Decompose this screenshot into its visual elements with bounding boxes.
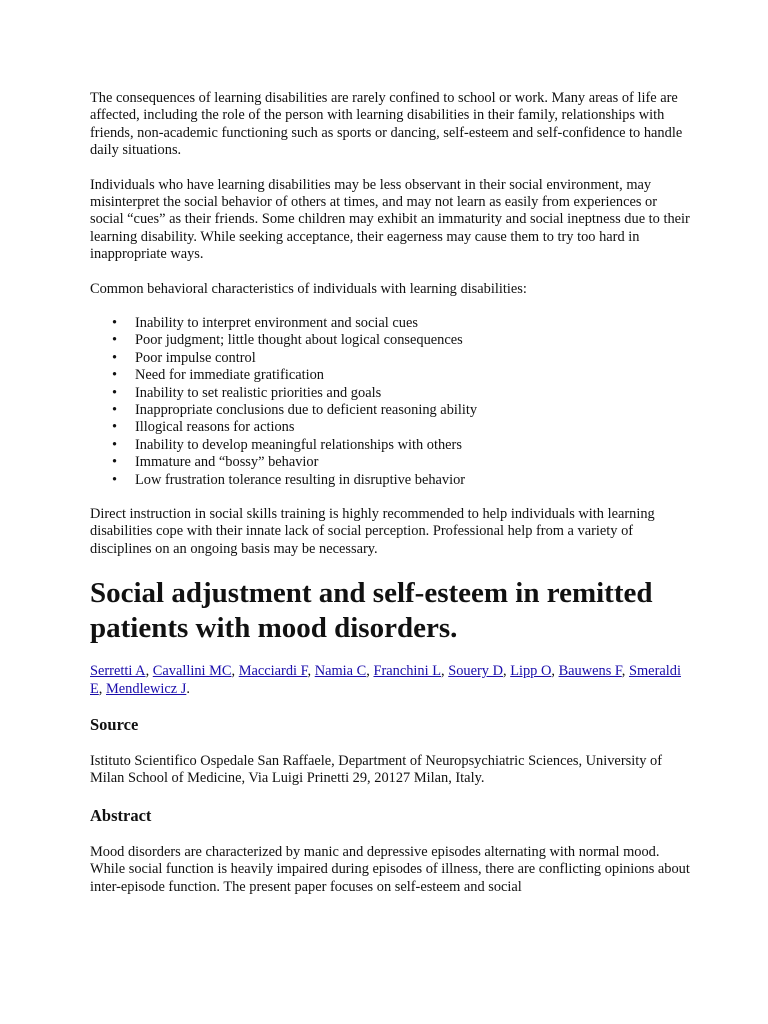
- bullet-icon: •: [112, 315, 118, 332]
- author-separator: ,: [551, 663, 559, 680]
- author-link[interactable]: Lipp O: [510, 663, 552, 680]
- author-list: [90, 663, 690, 698]
- list-item: [112, 315, 690, 332]
- bullet-icon: •: [112, 349, 118, 366]
- author-link[interactable]: Franchini L: [373, 663, 442, 680]
- list-item-text: Need for immediate gratification: [135, 367, 324, 384]
- article-title: Social adjustment and self-esteem in remitted patients with mood disorders.: [90, 577, 653, 645]
- list-item-text: Inability to set realistic priorities and goals: [135, 384, 382, 401]
- author-separator: ,: [231, 663, 239, 680]
- list-item: [112, 384, 690, 402]
- source-text: Istituto Scientifico Ospedale San Raffaele, Department of Neuropsychiatric Sciences, University of Milan School of Medicine, Via Luigi Prinetti 29, 20127 Milan, Italy.: [90, 753, 662, 787]
- list-item-text: Poor impulse control: [135, 349, 256, 366]
- intro-paragraph-1: The consequences of learning disabilities are rarely confined to school or work. Many areas of life are affected, including the role of the person with learning disabilities in their family, relationships with friends, non-academic functioning such as sports or dancing, self-esteem and self-confidence to handle daily situations.: [90, 90, 683, 159]
- behavioral-characteristics-list: [90, 315, 690, 489]
- bullet-icon: •: [112, 367, 118, 384]
- bullet-icon: •: [112, 332, 118, 349]
- author-separator: ,: [307, 663, 315, 680]
- author-link[interactable]: Bauwens F: [558, 663, 622, 680]
- abstract-heading: Abstract: [90, 805, 152, 825]
- list-item: [112, 471, 690, 489]
- bullet-icon: •: [112, 471, 118, 488]
- author-separator: ,: [98, 680, 106, 697]
- document-page: [90, 90, 690, 896]
- list-item: [112, 349, 690, 367]
- bullet-icon: •: [112, 419, 118, 436]
- list-item-text: Illogical reasons for actions: [135, 419, 295, 436]
- list-item-text: Immature and “bossy” behavior: [135, 454, 319, 471]
- bullet-icon: •: [112, 454, 118, 471]
- list-item: [112, 419, 690, 436]
- author-link[interactable]: Namia C: [314, 663, 367, 680]
- author-separator: ,: [441, 663, 449, 680]
- author-separator: ,: [366, 663, 374, 680]
- list-item-text: Poor judgment; little thought about logical consequences: [135, 332, 463, 349]
- bullet-icon: •: [112, 436, 118, 453]
- intro-paragraph-3: Common behavioral characteristics of individuals with learning disabilities:: [90, 280, 527, 297]
- author-link[interactable]: Macciardi F: [238, 663, 308, 680]
- author-separator: ,: [621, 663, 629, 680]
- list-item: [112, 332, 690, 349]
- author-separator: ,: [145, 663, 153, 680]
- abstract-text: Mood disorders are characterized by manic and depressive episodes alternating with normal mood. While social function is heavily impaired during episodes of illness, there are conflicting opinions about inter-episode function. The present paper focuses on self-esteem and social: [90, 843, 690, 895]
- list-item: [112, 454, 690, 471]
- author-link[interactable]: Cavallini MC: [152, 663, 232, 680]
- list-item: [112, 402, 690, 419]
- outro-paragraph: Direct instruction in social skills training is highly recommended to help individuals with learning disabilities cope with their innate lack of social perception. Professional help from a variety of disciplines on an ongoing basis may be necessary.: [90, 505, 655, 557]
- author-separator: ,: [502, 663, 511, 680]
- intro-paragraph-2: Individuals who have learning disabilities may be less observant in their social environment, may misinterpret the social behavior of others at times, and may not learn as easily from experiences or social “cues” as their friends. Some children may exhibit an immaturity and social ineptness due to their learning disability. While seeking acceptance, their eagerness may cause them to try too hard in inappropriate ways.: [90, 176, 690, 263]
- author-link[interactable]: Smeraldi E: [90, 663, 681, 697]
- list-item-text: Low frustration tolerance resulting in disruptive behavior: [135, 471, 466, 488]
- list-item-text: Inability to interpret environment and social cues: [135, 315, 418, 332]
- author-link[interactable]: Serretti A: [90, 663, 146, 680]
- bullet-icon: •: [112, 384, 118, 401]
- author-list-end: .: [186, 680, 190, 697]
- list-item: [112, 436, 690, 454]
- list-item-text: Inappropriate conclusions due to deficient reasoning ability: [135, 402, 478, 419]
- bullet-icon: •: [112, 402, 118, 419]
- source-heading: Source: [90, 715, 139, 734]
- list-item: [112, 367, 690, 384]
- author-link[interactable]: Souery D: [448, 663, 503, 680]
- author-link[interactable]: Mendlewicz J: [106, 680, 187, 697]
- list-item-text: Inability to develop meaningful relationships with others: [135, 436, 462, 453]
